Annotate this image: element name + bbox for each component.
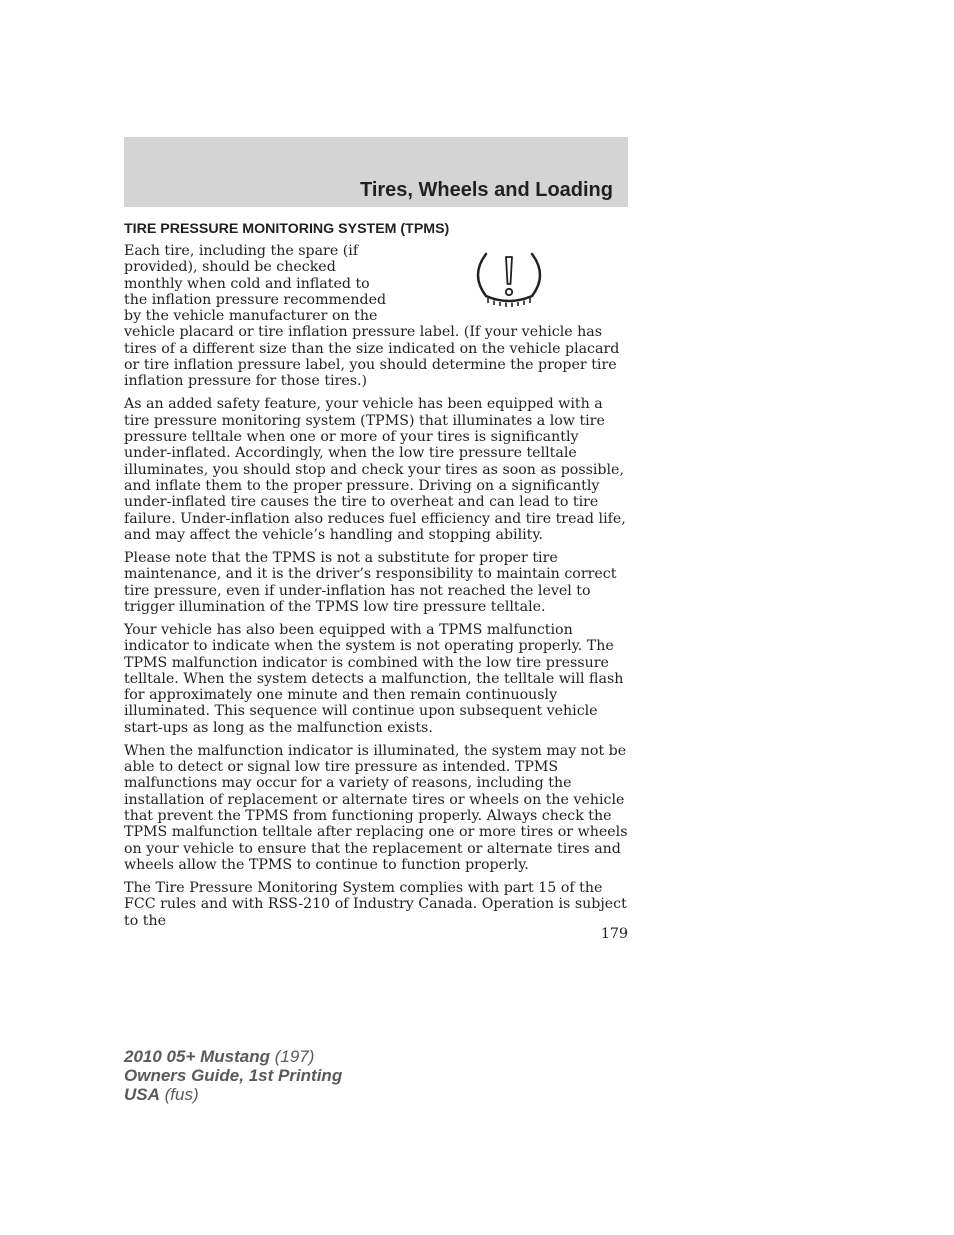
footer-market-code: (fus)	[159, 1085, 199, 1104]
intro-line: Each tire, including the spare (if	[124, 243, 359, 259]
paragraph-malfunction-causes: When the malfunction indicator is illuminated, the system may not be able to detect or signal low tire pressure as intended. TPMS malfunctions may occur for a variety of reasons, including the installation of replacement or alternate tires or wheels on the vehicle that prevent the TPMS from functioning properly. Always check the TPMS malfunction telltale after replacing one or more tires or wheels on your vehicle to ensure that the replacement or alternate tires and wheels allow the TPMS to continue to function properly.	[124, 742, 628, 873]
footer-model: 2010 05+ Mustang	[124, 1047, 270, 1066]
footer-market: USA	[124, 1085, 160, 1104]
paragraph-malfunction-indicator: Your vehicle has also been equipped with a TPMS malfunction indicator to indicate when the system is not operating properly. The TPMS malfunction indicator is combined with the low tire pressure telltale. When the system detects a malfunction, the telltale will flash for approximately one minute and then remain continuously illuminated. This sequence will continue upon subsequent vehicle start-ups as long as the malfunction exists.	[124, 621, 624, 736]
intro-rest: vehicle placard or tire inflation pressure label. (If your vehicle has tires of a different size than the size indicated on the vehicle placard or tire inflation pressure label, you should determine the proper tire inflation pressure for those tires.)	[124, 324, 620, 390]
footer-model-code: (197)	[270, 1047, 315, 1066]
footer-line-model	[124, 1047, 342, 1066]
intro-line: by the vehicle manufacturer on the	[124, 308, 378, 325]
footer-line-guide	[124, 1066, 342, 1085]
section-header-band	[124, 137, 628, 207]
paragraph-fcc-compliance: The Tire Pressure Monitoring System complies with part 15 of the FCC rules and with RSS-210 of Industry Canada. Operation is subject to the	[124, 879, 627, 929]
section-heading: TIRE PRESSURE MONITORING SYSTEM (TPMS)	[124, 221, 450, 237]
intro-line: monthly when cold and inflated to	[124, 275, 370, 292]
footer-guide: Owners Guide, 1st Printing	[124, 1066, 343, 1085]
intro-paragraph	[124, 243, 630, 390]
body-text	[124, 243, 630, 936]
footer-line-market	[124, 1085, 342, 1104]
paragraph-not-substitute: Please note that the TPMS is not a substitute for proper tire maintenance, and it is the driver’s responsibility to maintain correct tire pressure, even if under-inflation has not reached the level to trigger illumination of the TPMS low tire pressure telltale.	[124, 549, 617, 615]
chapter-title: Tires, Wheels and Loading	[359, 179, 613, 201]
intro-line: the inflation pressure recommended	[124, 291, 387, 308]
intro-line: provided), should be checked	[124, 259, 336, 276]
paragraph-safety-feature: As an added safety feature, your vehicle has been equipped with a tire pressure monitoring system (TPMS) that illuminates a low tire pressure telltale when one or more of your tires is significantly under-inflated. Accordingly, when the low tire pressure telltale illuminates, you should stop and check your tires as soon as possible, and inflate them to the proper pressure. Driving on a significantly under-inflated tire causes the tire to overheat and can lead to tire failure. Under-inflation also reduces fuel efficiency and tire tread life, and may affect the vehicle’s handling and stopping ability.	[124, 396, 626, 543]
print-footer	[124, 1047, 342, 1104]
page-number: 179	[600, 926, 628, 942]
